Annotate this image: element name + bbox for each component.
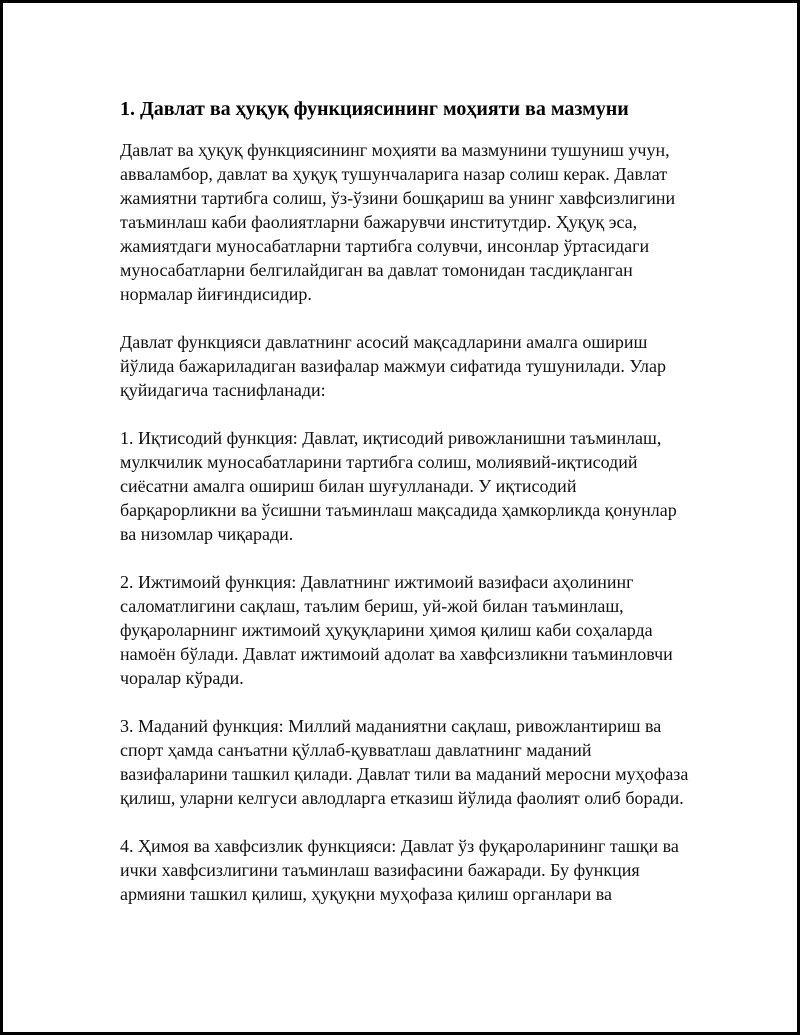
paragraph-cultural-function: 3. Маданий функция: Миллий маданиятни сақлаш, ривожлантириш ва спорт ҳамда санъатни қўллаб-қувватлаш давлатнинг маданий вазифаларини ташкил қилади. Давлат тили ва маданий меросни муҳофаза қилиш, уларни келгуси авлодларга етказиш йўлида фаолият олиб боради. [120, 716, 689, 808]
paragraph-functions-overview: Давлат функцияси давлатнинг асосий мақсадларини амалга ошириш йўлида бажариладиган вазифалар мажмуи сифатида тушунилади. Улар қуйидагича таснифланади: [120, 332, 667, 400]
paragraph-intro: Давлат ва ҳуқуқ функциясининг моҳияти ва мазмунини тушуниш учун, авваламбор, давлат ва ҳуқуқ тушунчаларига назар солиш керак. Давлат жамиятни тартибга солиш, ўз-ўзини бошқариш ва унинг хавфсизлигини таъминлаш каби фаолиятларни бажарувчи институтдир. Ҳуқуқ эса, жамиятдаги муносабатларни тартибга солувчи, инсонлар ўртасидаги муносабатларни белгилайдиган ва давлат томонидан тасдиқланган нормалар йиғиндисидир. [120, 140, 676, 304]
section-heading: 1. Давлат ва ҳуқуқ функциясининг моҳияти ва мазмуни [120, 98, 629, 120]
paragraph-social-function: 2. Ижтимоий функция: Давлатнинг ижтимоий вазифаси аҳолининг саломатлигини сақлаш, таълим бериш, уй-жой билан таъминлаш, фуқароларнинг ижтимоий ҳуқуқларини ҳимоя қилиш каби соҳаларда намоён бўлади. Давлат ижтимоий адолат ва хавфсизликни таъминловчи чоралар кўради. [120, 572, 673, 688]
paragraph-economic-function: 1. Иқтисодий функция: Давлат, иқтисодий ривожланишни таъминлаш, мулкчилик муносабатларини тартибга солиш, молиявий-иқтисодий сиёсатни амалга ошириш билан шуғулланади. У иқтисодий барқарорликни ва ўсишни таъминлаш мақсадида ҳамкорликда қонунлар ва низомлар чиқаради. [120, 428, 677, 544]
paragraph-security-function: 4. Ҳимоя ва хавфсизлик функцияси: Давлат ўз фуқароларининг ташқи ва ички хавфсизлигини таъминлаш вазифасини бажаради. Бу функция армияни ташкил қилиш, ҳуқуқни муҳофаза қилиш органлари ва [120, 836, 679, 904]
document-body [120, 95, 695, 930]
